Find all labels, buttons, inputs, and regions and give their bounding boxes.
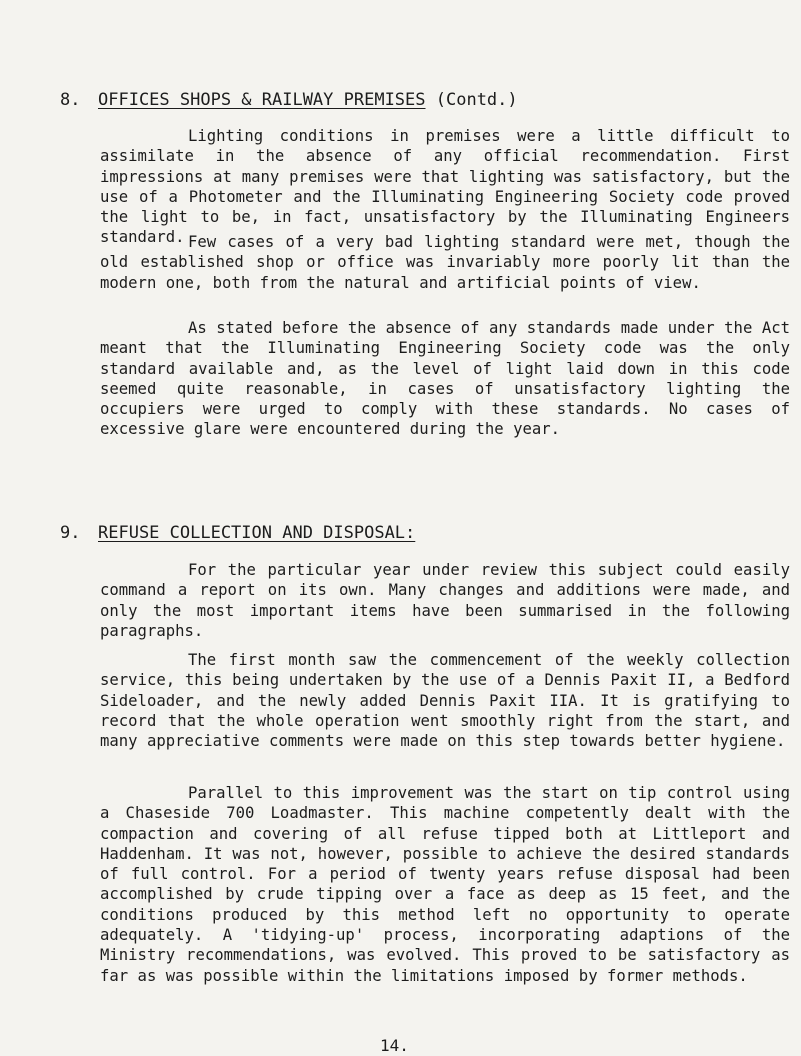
section-8-heading-suffix: (Contd.): [425, 90, 518, 110]
section-9-heading: [98, 523, 415, 543]
section-9-heading-title: REFUSE COLLECTION AND DISPOSAL:: [98, 523, 416, 543]
section-8-number: 8.: [60, 90, 81, 110]
page-number: 14.: [380, 1036, 409, 1055]
section-9-paragraph-3: Parallel to this improvement was the start on tip control using a Chaseside 700 Loadmaster. This machine competently dealt with the compaction and covering of all refuse tipped both at Littleport and Haddenham. It was not, however, possible to achieve the desired standards of full control. For a period of twenty years refuse disposal had been accomplished by crude tipping over a face as deep as 15 feet, and the conditions produced by this method left no opportunity to operate adequately. A 'tidying-up' process, incorporating adaptions of the Ministry recommendations, was evolved. This proved to be satisfactory as far as was possible within the limitations imposed by former methods.: [100, 784, 790, 985]
section-8-paragraph-2: Few cases of a very bad lighting standard were met, though the old established shop or office was invariably more poorly lit than the modern one, both from the natural and artificial points of view.: [100, 233, 790, 292]
section-8-heading-title: OFFICES SHOPS & RAILWAY PREMISES: [98, 90, 426, 110]
section-9-paragraph-1: For the particular year under review this subject could easily command a report on its own. Many changes and additions were made, and only the most important items have been summarised in the following paragraphs.: [100, 561, 790, 640]
section-9-number: 9.: [60, 523, 81, 543]
section-9-paragraph-2: The first month saw the commencement of the weekly collection service, this being undertaken by the use of a Dennis Paxit II, a Bedford Sideloader, and the newly added Dennis Paxit IIA. It is gratifying to record that the whole operation went smoothly right from the start, and many appreciative comments were made on this step towards better hygiene.: [100, 651, 790, 751]
section-8-paragraph-1: Lighting conditions in premises were a little difficult to assimilate in the absence of any official recommendation. First impressions at many premises were that lighting was satisfactory, but the use of a Photometer and the Illuminating Engineering Society code proved the light to be, in fact, unsatisfactory by the Illuminating Engineers standard.: [100, 127, 790, 247]
section-8-heading: [98, 90, 518, 110]
section-8-paragraph-3: As stated before the absence of any standards made under the Act meant that the Illuminating Engineering Society code was the only standard available and, as the level of light laid down in this code seemed quite reasonable, in cases of unsatisfactory lighting the occupiers were urged to comply with these standards. No cases of excessive glare were encountered during the year.: [100, 319, 790, 439]
